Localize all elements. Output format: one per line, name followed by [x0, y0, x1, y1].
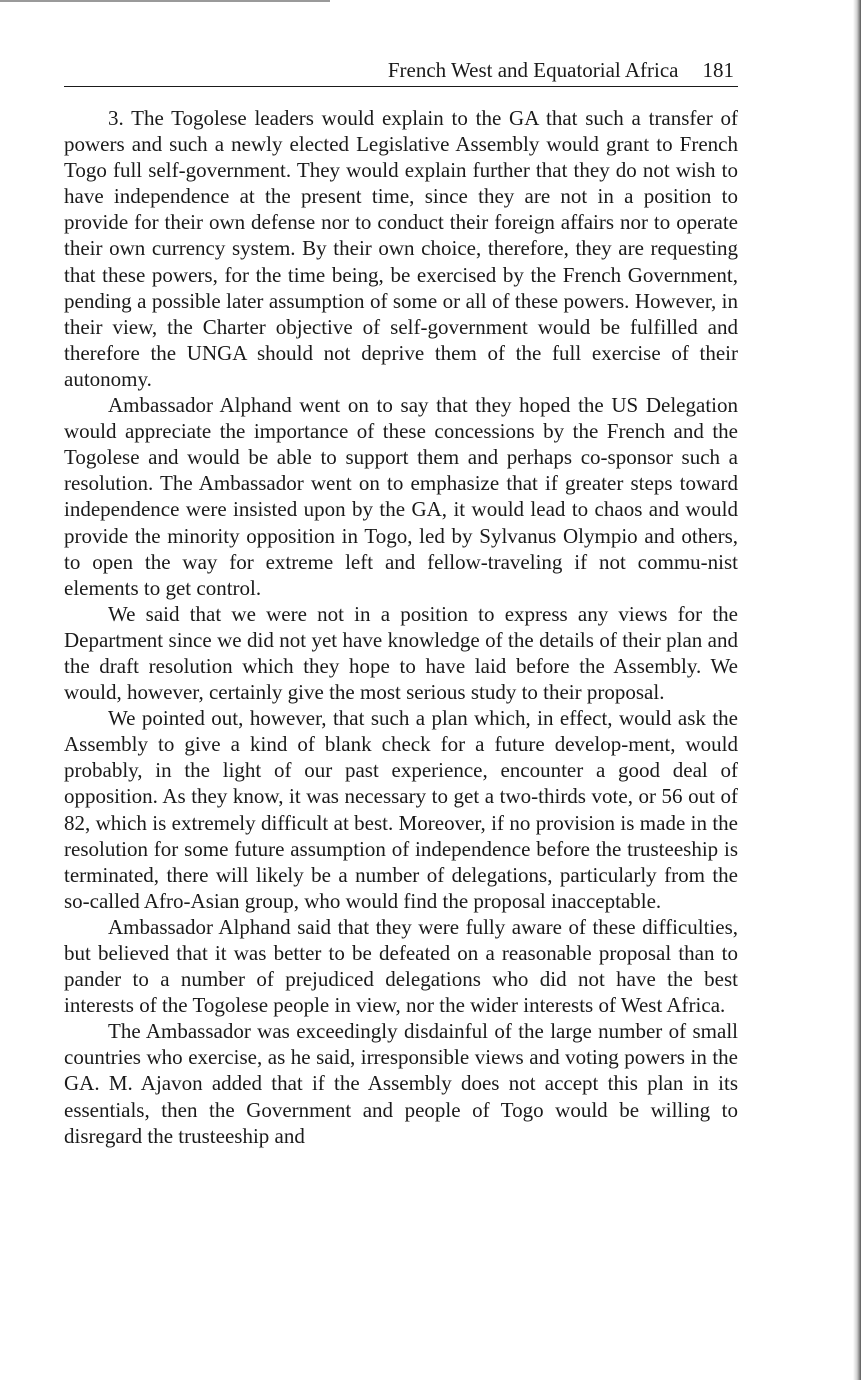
running-head: [64, 56, 738, 87]
paragraph-ajavon: The Ambassador was exceedingly disdainful of the large number of small countries who exercise, as he said, irresponsible views and voting powers in the GA. M. Ajavon added that if the Assembly does not accept this plan in its essentials, then the Government and people of Togo would be willing to disregard the trusteeship and: [64, 1019, 738, 1148]
scan-top-edge-line: [0, 0, 330, 2]
paragraph-department-views: We said that we were not in a position to express any views for the Department since we did not yet have knowledge of the details of their plan and the draft resolution which they hope to have laid before the Assembly. We would, however, certainly give the most serious study to their proposal.: [64, 601, 738, 705]
paragraph-alphand-concessions: Ambassador Alphand went on to say that they hoped the US Delegation would appreciate the importance of these concessions by the French and the Togolese and would be able to support them and perhaps co-sponsor such a resolution. The Ambassador went on to emphasize that if greater steps toward independence were insisted upon by the GA, it would lead to chaos and would provide the minority opposition in Togo, led by Sylvanus Olympio and others, to open the way for extreme left and fellow-traveling if not commu-nist elements to get control.: [64, 393, 738, 600]
body-text: [64, 105, 738, 1149]
running-head-title: French West and Equatorial Africa: [387, 58, 679, 82]
paragraph-blank-check: We pointed out, however, that such a plan which, in effect, would ask the Assembly to give a kind of blank check for a future develop-ment, would probably, in the light of our past experience, encounter a good deal of opposition. As they know, it was necessary to get a two-thirds vote, or 56 out of 82, which is extremely difficult at best. Moreover, if no provision is made in the resolution for some future assumption of independence before the trusteeship is terminated, there will likely be a number of delegations, particularly from the so-called Afro-Asian group, who would find the proposal inacceptable.: [64, 706, 738, 913]
paragraph-alphand-difficulties: Ambassador Alphand said that they were fully aware of these difficulties, but believed that it was better to be defeated on a reasonable proposal than to pander to a number of prejudiced delegations who did not have the best interests of the Togolese people in view, nor the wider interests of West Africa.: [64, 914, 738, 1018]
paragraph-point-3: 3. The Togolese leaders would explain to the GA that such a transfer of powers and such a newly elected Legislative Assembly would grant to French Togo full self-government. They would explain further that they do not wish to have independence at the present time, since they are not in a position to provide for their own defense nor to conduct their foreign affairs nor to operate their own currency system. By their own choice, therefore, they are requesting that these powers, for the time being, be exercised by the French Government, pending a possible later assumption of some or all of these powers. However, in their view, the Charter objective of self-government would be fulfilled and therefore the UNGA should not deprive them of the full exercise of their autonomy.: [64, 106, 738, 391]
page-number: 181: [702, 58, 734, 82]
book-page: [64, 56, 738, 1149]
scan-right-edge-shadow: [853, 0, 861, 1380]
